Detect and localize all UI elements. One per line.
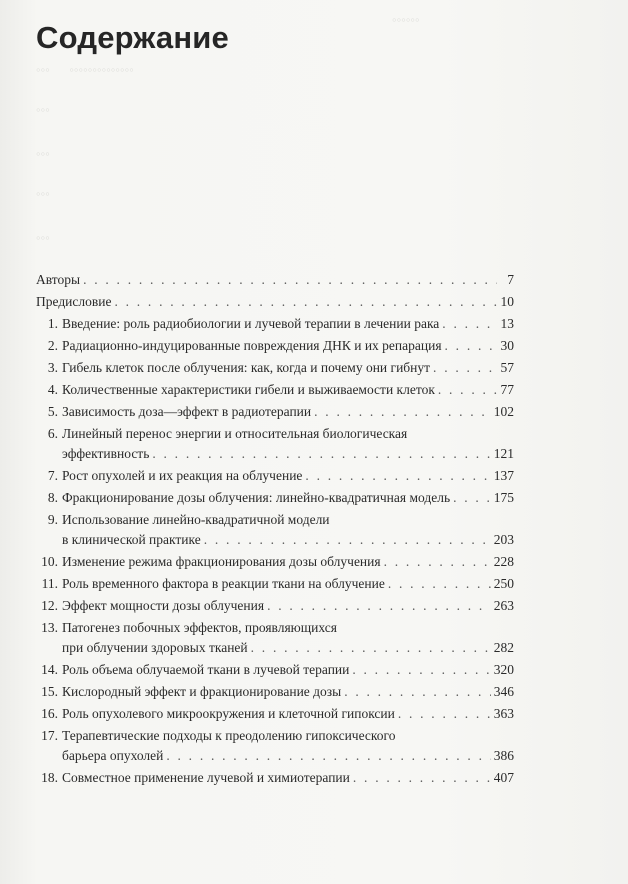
toc-chapter-number: 14.: [41, 662, 58, 677]
toc-entry[interactable]: [36, 402, 514, 422]
toc-entry[interactable]: [36, 768, 514, 788]
toc-dot-leader: [453, 488, 491, 508]
toc-page-number: 228: [493, 554, 514, 569]
bleed-through-text: ◦◦◦: [36, 230, 50, 245]
toc-entry[interactable]: [36, 314, 514, 334]
toc-dot-leader: [353, 768, 491, 788]
toc-dot-leader: [398, 704, 491, 724]
toc-entry-title-line1: Терапевтические подходы к преодолению гипоксического: [62, 728, 396, 743]
toc-chapter-number: 18.: [41, 770, 58, 785]
toc-page-number: 121: [493, 446, 514, 461]
toc-entry[interactable]: [36, 618, 514, 658]
page-title: Содержание: [36, 20, 229, 55]
toc-chapter-number: 9.: [47, 512, 58, 527]
toc-entry[interactable]: [36, 660, 514, 680]
toc-entry[interactable]: [36, 380, 514, 400]
toc-page-number: 137: [493, 468, 514, 483]
toc-page-number: 7: [507, 272, 514, 287]
toc-entry[interactable]: [36, 726, 514, 766]
toc-entry-title-line1: Линейный перенос энергии и относительная биологическая: [62, 426, 408, 441]
toc-dot-leader: [204, 530, 491, 550]
toc-entry-title-line1: Патогенез побочных эффектов, проявляющихся: [62, 620, 337, 635]
toc-entry[interactable]: [36, 682, 514, 702]
toc-chapter-number: 4.: [47, 382, 58, 397]
toc-entry[interactable]: [36, 466, 514, 486]
toc-page-number: 13: [500, 316, 514, 331]
toc-entry-title: Введение: роль радиобиологии и лучевой терапии в лечении рака: [62, 316, 440, 331]
toc-page-number: 175: [493, 490, 514, 505]
toc-entry-title: Роль объема облучаемой ткани в лучевой терапии: [62, 662, 350, 677]
toc-page-number: 263: [493, 598, 514, 613]
toc-dot-leader: [384, 552, 491, 572]
toc-chapter-number: 17.: [41, 728, 58, 743]
toc-page-number: 10: [500, 294, 514, 309]
toc-entry[interactable]: [36, 510, 514, 550]
toc-page-number: 57: [500, 360, 514, 375]
toc-entry-title-line2: эффективность: [62, 446, 150, 461]
toc-entry-title: Роль временного фактора в реакции ткани на облучение: [62, 576, 385, 591]
toc-entry[interactable]: [36, 270, 514, 290]
toc-chapter-number: 8.: [47, 490, 58, 505]
toc-chapter-number: 2.: [47, 338, 58, 353]
toc-entry-title: Радиационно-индуцированные повреждения ДНК и их репарация: [62, 338, 442, 353]
toc-chapter-number: 13.: [41, 620, 58, 635]
toc-entry-title: Зависимость доза—эффект в радиотерапии: [62, 404, 312, 419]
toc-dot-leader: [251, 638, 491, 658]
bleed-through-text: ◦◦◦: [36, 102, 50, 117]
toc-entry[interactable]: [36, 336, 514, 356]
toc-entry[interactable]: [36, 424, 514, 464]
toc-entry-title: Роль опухолевого микроокружения и клеточной гипоксии: [62, 706, 395, 721]
toc-chapter-number: 16.: [41, 706, 58, 721]
toc-entry[interactable]: [36, 552, 514, 572]
toc-dot-leader: [442, 314, 497, 334]
toc-dot-leader: [305, 466, 490, 486]
toc-dot-leader: [388, 574, 491, 594]
toc-entry[interactable]: [36, 358, 514, 378]
bleed-through-text: ◦◦◦: [36, 146, 50, 161]
toc-dot-leader: [433, 358, 497, 378]
toc-dot-leader: [166, 746, 490, 766]
bleed-through-text: ◦◦◦ ◦◦◦◦◦◦◦◦◦◦◦◦◦◦: [36, 62, 134, 77]
toc-entry-title: Эффект мощности дозы облучения: [62, 598, 265, 613]
toc-page-number: 250: [493, 576, 514, 591]
toc-page-number: 386: [493, 748, 514, 763]
toc-entry-title: Изменение режима фракционирования дозы облучения: [62, 554, 381, 569]
toc-dot-leader: [152, 444, 490, 464]
toc-chapter-number: 15.: [41, 684, 58, 699]
toc-entry-title-line1: Использование линейно-квадратичной модели: [62, 512, 330, 527]
table-of-contents: [36, 270, 514, 790]
toc-dot-leader: [83, 270, 497, 290]
toc-page-number: 346: [493, 684, 514, 699]
toc-entry[interactable]: [36, 574, 514, 594]
toc-entry[interactable]: [36, 704, 514, 724]
bleed-through-text: ◦◦◦◦◦◦: [392, 12, 420, 27]
toc-entry-title: Авторы: [36, 272, 81, 287]
toc-entry[interactable]: [36, 292, 514, 312]
toc-dot-leader: [438, 380, 497, 400]
toc-entry-title-line2: барьера опухолей: [62, 748, 164, 763]
toc-entry-title-line2: в клинической практике: [62, 532, 201, 547]
toc-entry-title: Рост опухолей и их реакция на облучение: [62, 468, 303, 483]
toc-dot-leader: [314, 402, 491, 422]
toc-chapter-number: 10.: [41, 554, 58, 569]
toc-page-number: 203: [493, 532, 514, 547]
toc-entry[interactable]: [36, 596, 514, 616]
toc-entry-title: Фракционирование дозы облучения: линейно-квадратичная модель: [62, 490, 451, 505]
toc-entry-title: Совместное применение лучевой и химиотерапии: [62, 770, 350, 785]
toc-entry-title: Количественные характеристики гибели и выживаемости клеток: [62, 382, 435, 397]
toc-chapter-number: 11.: [41, 576, 58, 591]
toc-dot-leader: [114, 292, 497, 312]
toc-chapter-number: 3.: [47, 360, 58, 375]
toc-chapter-number: 1.: [47, 316, 58, 331]
toc-page-number: 320: [493, 662, 514, 677]
toc-entry-title-line2: при облучении здоровых тканей: [62, 640, 248, 655]
toc-page-number: 282: [493, 640, 514, 655]
toc-dot-leader: [267, 596, 491, 616]
toc-dot-leader: [445, 336, 497, 356]
bleed-through-text: ◦◦◦: [36, 186, 50, 201]
toc-entry-title: Кислородный эффект и фракционирование дозы: [62, 684, 342, 699]
toc-chapter-number: 6.: [47, 426, 58, 441]
toc-dot-leader: [344, 682, 491, 702]
toc-chapter-number: 7.: [47, 468, 58, 483]
toc-entry-title: Предисловие: [36, 294, 112, 309]
toc-page-number: 102: [493, 404, 514, 419]
toc-entry-title: Гибель клеток после облучения: как, когда и почему они гибнут: [62, 360, 431, 375]
toc-page-number: 30: [500, 338, 514, 353]
toc-chapter-number: 5.: [47, 404, 58, 419]
toc-entry[interactable]: [36, 488, 514, 508]
toc-page-number: 77: [500, 382, 514, 397]
toc-dot-leader: [352, 660, 490, 680]
toc-page-number: 363: [493, 706, 514, 721]
toc-chapter-number: 12.: [41, 598, 58, 613]
toc-page-number: 407: [493, 770, 514, 785]
